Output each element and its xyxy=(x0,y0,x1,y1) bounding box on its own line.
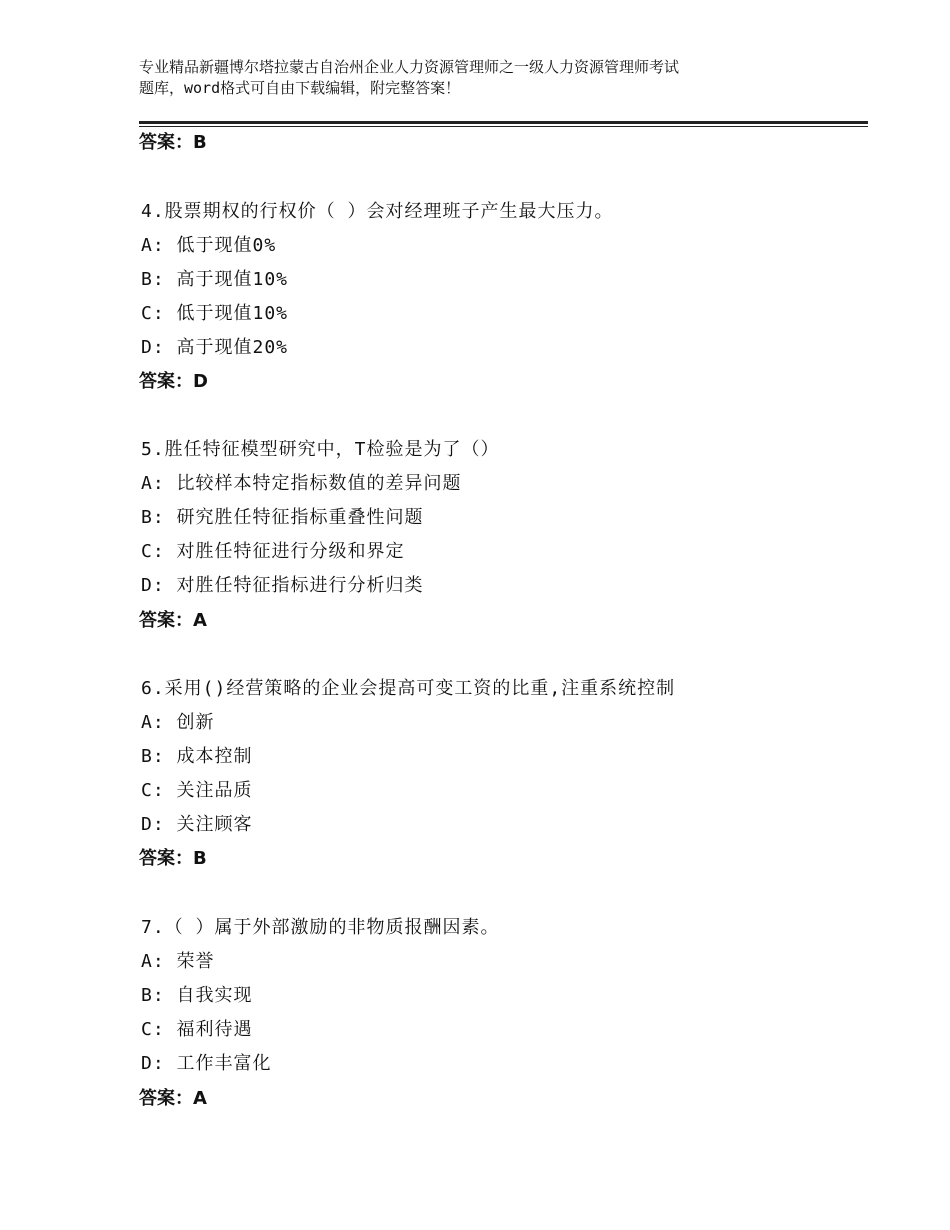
question-4-stem: 4.股票期权的行权价（ ）会对经理班子产生最大压力。 xyxy=(141,201,614,222)
question-6-answer: 答案：B xyxy=(139,848,207,869)
previous-answer: 答案：B xyxy=(139,132,207,153)
question-6-option-b: B: 成本控制 xyxy=(141,746,253,767)
question-4-option-c: C: 低于现值10% xyxy=(141,303,289,324)
question-7-answer: 答案：A xyxy=(139,1088,207,1109)
question-5-option-d: D: 对胜任特征指标进行分析归类 xyxy=(141,575,424,596)
question-4-option-d: D: 高于现值20% xyxy=(141,337,289,358)
header-divider-thin xyxy=(139,126,868,127)
question-7-option-b: B: 自我实现 xyxy=(141,985,253,1006)
document-header xyxy=(139,57,839,99)
header-line-1: 专业精品新疆博尔塔拉蒙古自治州企业人力资源管理师之一级人力资源管理师考试 xyxy=(139,58,680,76)
question-4-answer: 答案：D xyxy=(139,371,208,392)
question-7-stem: 7.（ ）属于外部激励的非物质报酬因素。 xyxy=(141,917,500,938)
question-4-option-b: B: 高于现值10% xyxy=(141,269,289,290)
question-6-stem: 6.采用()经营策略的企业会提高可变工资的比重,注重系统控制 xyxy=(141,678,676,699)
header-line-2: 题库，word格式可自由下载编辑，附完整答案！ xyxy=(139,79,461,97)
question-6-option-a: A: 创新 xyxy=(141,712,215,733)
header-divider-thick xyxy=(139,121,868,124)
question-5-option-a: A: 比较样本特定指标数值的差异问题 xyxy=(141,473,462,494)
question-6-option-c: C: 关注品质 xyxy=(141,780,253,801)
question-7-option-a: A: 荣誉 xyxy=(141,951,215,972)
question-5-option-c: C: 对胜任特征进行分级和界定 xyxy=(141,541,405,562)
question-4-option-a: A: 低于现值0% xyxy=(141,235,277,256)
question-6-option-d: D: 关注顾客 xyxy=(141,814,253,835)
question-5-answer: 答案：A xyxy=(139,610,207,631)
question-5-option-b: B: 研究胜任特征指标重叠性问题 xyxy=(141,507,424,528)
question-7-option-d: D: 工作丰富化 xyxy=(141,1053,272,1074)
question-7-option-c: C: 福利待遇 xyxy=(141,1019,253,1040)
question-5-stem: 5.胜任特征模型研究中，T检验是为了（） xyxy=(141,439,500,460)
